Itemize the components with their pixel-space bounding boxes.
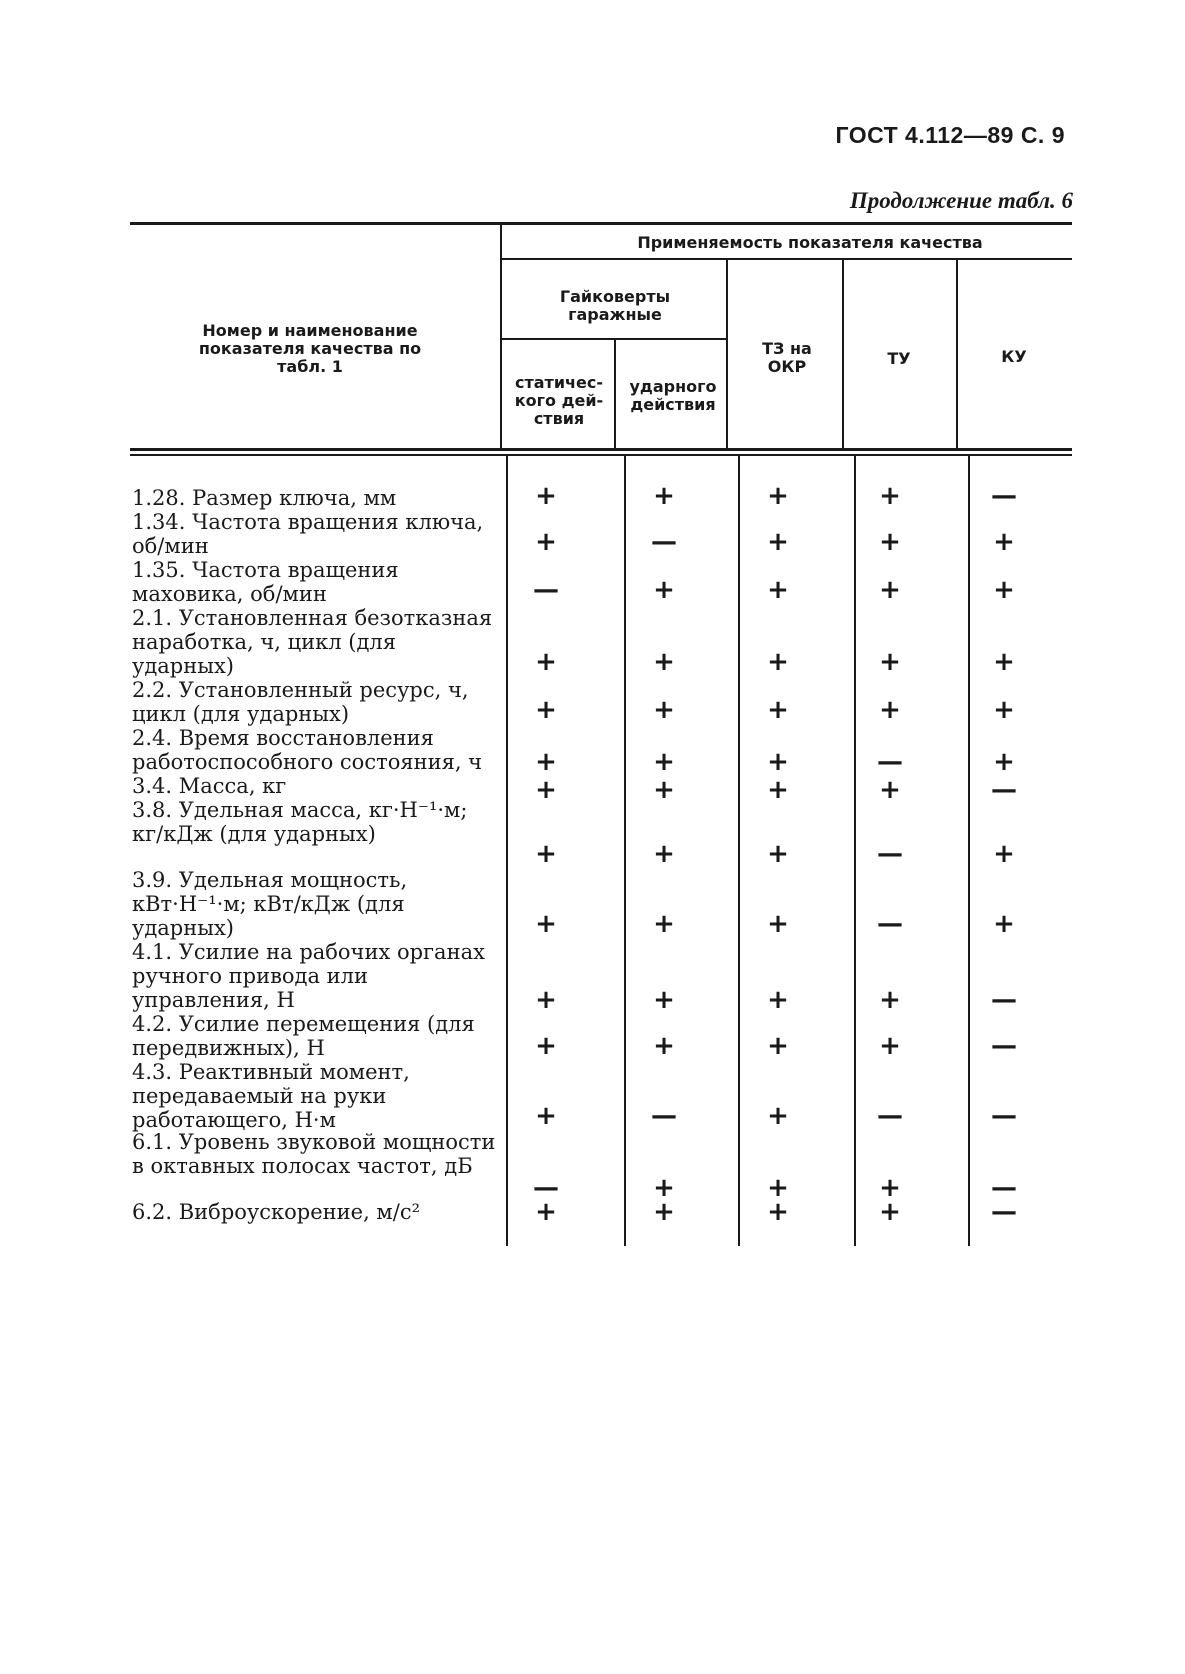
applicability-mark: + xyxy=(993,647,1015,677)
col-head-impact: ударного действия xyxy=(629,377,717,414)
applicability-mark: — xyxy=(991,1101,1017,1131)
applicability-mark: + xyxy=(879,575,901,605)
row-label: 2.4. Время восстановления работоспособного состояния, ч xyxy=(132,726,483,774)
applicability-mark: + xyxy=(879,775,901,805)
applicability-mark: + xyxy=(653,747,675,777)
applicability-mark: + xyxy=(653,481,675,511)
row-label: 2.1. Установленная безотказная наработка, ч, цикл (для ударных) xyxy=(132,606,493,678)
applicability-mark: + xyxy=(767,1101,789,1131)
applicability-mark: — xyxy=(991,1197,1017,1227)
applicability-mark: + xyxy=(879,527,901,557)
applicability-mark: + xyxy=(653,985,675,1015)
row-label: 3.8. Удельная масса, кг·Н⁻¹·м; кг/кДж (для ударных) xyxy=(132,798,468,846)
applicability-mark: + xyxy=(767,481,789,511)
row-label: 3.9. Удельная мощность, кВт·Н⁻¹·м; кВт/кДж (для ударных) xyxy=(132,868,408,940)
applicability-mark: + xyxy=(535,839,557,869)
applicability-mark: — xyxy=(533,1173,559,1203)
applicability-mark: + xyxy=(993,747,1015,777)
applicability-mark: + xyxy=(653,647,675,677)
header-vline-4 xyxy=(842,260,844,450)
applicability-mark: + xyxy=(767,695,789,725)
body-vline-2 xyxy=(624,456,626,1246)
col-head-gaikoverty: Гайковерты гаражные xyxy=(559,287,671,324)
applicability-mark: + xyxy=(767,909,789,939)
applicability-mark: + xyxy=(879,1197,901,1227)
applicability-mark: — xyxy=(651,1101,677,1131)
table-top-rule xyxy=(130,222,1072,225)
applicability-mark: + xyxy=(879,1031,901,1061)
applicability-mark: + xyxy=(653,695,675,725)
applicability-mark: + xyxy=(653,575,675,605)
applicability-mark: + xyxy=(653,909,675,939)
applicability-mark: + xyxy=(993,695,1015,725)
applicability-mark: + xyxy=(767,985,789,1015)
applicability-mark: + xyxy=(879,695,901,725)
applicability-mark: + xyxy=(535,527,557,557)
row-label: 1.35. Частота вращения маховика, об/мин xyxy=(132,558,399,606)
applicability-mark: — xyxy=(877,1101,903,1131)
applicability-mark: + xyxy=(653,1173,675,1203)
col-head-left: Номер и наименование показателя качества по табл. 1 xyxy=(198,321,422,376)
col-head-applicability: Применяемость показателя качества xyxy=(637,233,983,252)
applicability-mark: + xyxy=(653,1031,675,1061)
col-head-tu: ТУ xyxy=(887,349,911,368)
applicability-mark: + xyxy=(767,839,789,869)
applicability-mark: + xyxy=(879,481,901,511)
gaikoverty-under-rule xyxy=(500,338,726,340)
applicability-mark: + xyxy=(767,775,789,805)
applicability-mark: — xyxy=(991,1031,1017,1061)
applicability-mark: — xyxy=(991,775,1017,805)
applicability-mark: + xyxy=(535,775,557,805)
applicability-mark: + xyxy=(767,1197,789,1227)
body-vline-5 xyxy=(968,456,970,1246)
body-vline-1 xyxy=(506,456,508,1246)
applicability-mark: + xyxy=(993,909,1015,939)
applicability-mark: + xyxy=(535,481,557,511)
applicability-mark: — xyxy=(877,839,903,869)
row-label: 1.34. Частота вращения ключа, об/мин xyxy=(132,510,484,558)
row-label: 6.2. Виброускорение, м/с² xyxy=(132,1200,421,1224)
applicability-mark: + xyxy=(535,1197,557,1227)
applicability-mark: — xyxy=(991,985,1017,1015)
applicability-mark: + xyxy=(653,775,675,805)
header-vline-2 xyxy=(614,340,616,450)
applicability-mark: + xyxy=(535,1031,557,1061)
header-vline-1 xyxy=(500,222,502,450)
applicability-mark: + xyxy=(767,747,789,777)
table-header-bottom-rule-2 xyxy=(130,454,1072,456)
applicability-mark: + xyxy=(879,985,901,1015)
applicability-mark: — xyxy=(877,909,903,939)
applicability-mark: — xyxy=(991,1173,1017,1203)
applicability-mark: + xyxy=(535,909,557,939)
applicability-mark: + xyxy=(767,527,789,557)
col-head-ku: КУ xyxy=(1001,347,1027,366)
applicability-mark: + xyxy=(535,1101,557,1131)
applicability-mark: — xyxy=(651,527,677,557)
applicability-mark: + xyxy=(653,1197,675,1227)
applicability-mark: + xyxy=(879,647,901,677)
row-label: 2.2. Установленный ресурс, ч, цикл (для ударных) xyxy=(132,678,469,726)
header-vline-3 xyxy=(726,260,728,450)
body-vline-3 xyxy=(738,456,740,1246)
applicability-mark: — xyxy=(533,575,559,605)
applicability-mark: + xyxy=(535,695,557,725)
table-continuation-title: Продолжение табл. 6 xyxy=(849,188,1073,213)
col-head-static: статичес-кого дей-ствия xyxy=(514,373,604,428)
body-vline-4 xyxy=(854,456,856,1246)
applicability-mark: — xyxy=(877,747,903,777)
row-label: 4.1. Усилие на рабочих органах ручного привода или управления, Н xyxy=(132,940,485,1012)
applicability-under-rule xyxy=(500,258,1072,260)
row-label: 3.4. Масса, кг xyxy=(132,774,287,798)
applicability-mark: + xyxy=(767,647,789,677)
applicability-mark: + xyxy=(993,527,1015,557)
row-label: 1.28. Размер ключа, мм xyxy=(132,486,397,510)
row-label: 6.1. Уровень звуковой мощности в октавных полосах частот, дБ xyxy=(132,1130,496,1178)
applicability-mark: — xyxy=(991,481,1017,511)
header-vline-5 xyxy=(956,260,958,450)
applicability-mark: + xyxy=(767,575,789,605)
applicability-mark: + xyxy=(535,647,557,677)
applicability-mark: + xyxy=(879,1173,901,1203)
applicability-mark: + xyxy=(767,1031,789,1061)
applicability-mark: + xyxy=(993,839,1015,869)
applicability-mark: + xyxy=(653,839,675,869)
applicability-mark: + xyxy=(535,985,557,1015)
applicability-mark: + xyxy=(535,747,557,777)
applicability-mark: + xyxy=(993,575,1015,605)
col-head-tz: ТЗ на ОКР xyxy=(762,339,812,376)
table-header-bottom-rule xyxy=(130,448,1072,451)
page-header: ГОСТ 4.112—89 С. 9 xyxy=(835,122,1065,148)
row-label: 4.3. Реактивный момент, передаваемый на руки работающего, Н·м xyxy=(132,1060,410,1132)
row-label: 4.2. Усилие перемещения (для передвижных), Н xyxy=(132,1012,475,1060)
applicability-mark: + xyxy=(767,1173,789,1203)
